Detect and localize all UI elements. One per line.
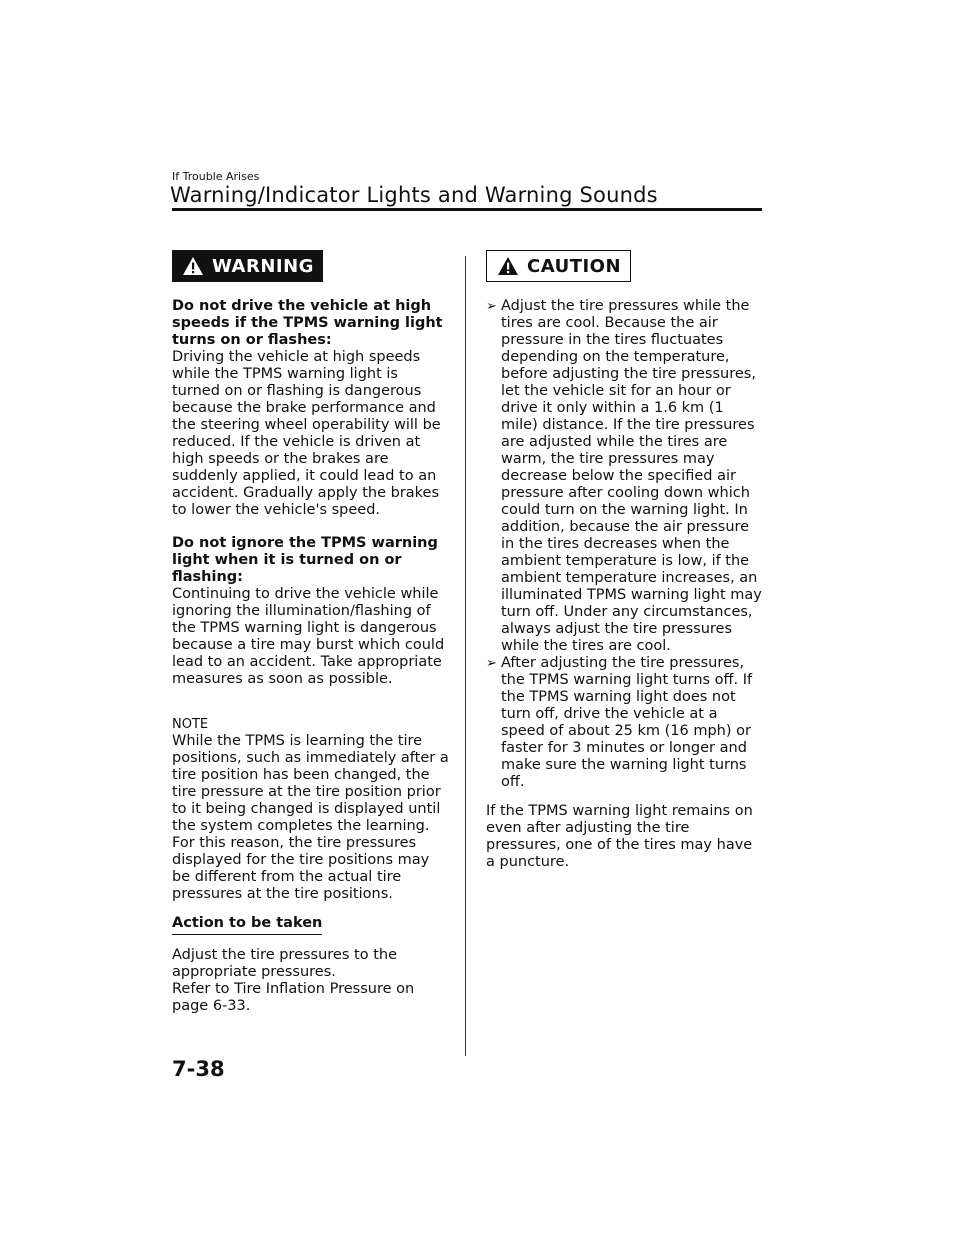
warning-body-2: Continuing to drive the vehicle while ignoring the illumination/flashing of the TPMS warning light is dangerous because a tire may burst which could lead to an accident. Take appropriate measures as soon as possible. — [172, 586, 445, 687]
page-number: 7-38 — [172, 1057, 225, 1081]
left-column — [172, 250, 450, 1015]
warning-label: WARNING — [212, 255, 314, 277]
warning-triangle-icon — [182, 256, 204, 276]
warning-body-1: Driving the vehicle at high speeds while the TPMS warning light is turned on or flashing is dangerous because the brake performance and the steering wheel operability will be reduced. If the vehicle is driven at high speeds or the brakes are suddenly applied, it could lead to an accident. Gradually apply the brakes to lower the vehicle's speed. — [172, 349, 441, 518]
caution-bullet-2 — [486, 655, 764, 791]
arrow-bullet-icon: ➢ — [486, 299, 497, 314]
arrow-bullet-icon: ➢ — [486, 656, 497, 671]
warning-badge — [172, 250, 323, 282]
caution-label: CAUTION — [527, 255, 622, 277]
note-body: While the TPMS is learning the tire positions, such as immediately after a tire position has been changed, the tire pressure at the tire position prior to it being changed is displayed until the system completes the learning. For this reason, the tire pressures displayed for the tire positions may be different from the actual tire pressures at the tire positions. — [172, 733, 449, 902]
caution-bullet-text-2: After adjusting the tire pressures, the TPMS warning light turns off. If the TPMS warning light does not turn off, drive the vehicle at a speed of about 25 km (16 mph) or faster for 3 minutes or longer and make sure the warning light turns off. — [501, 655, 753, 790]
closing-paragraph: If the TPMS warning light remains on even after adjusting the tire pressures, one of the tires may have a puncture. — [486, 803, 753, 870]
action-title: Action to be taken — [172, 915, 322, 935]
caution-bullet-1 — [486, 298, 764, 655]
note-title: NOTE — [172, 717, 209, 732]
caution-triangle-icon — [497, 256, 519, 276]
right-column — [486, 250, 764, 871]
column-divider — [465, 256, 466, 1056]
page-title: Warning/Indicator Lights and Warning Sounds — [170, 183, 658, 207]
title-rule — [172, 208, 762, 211]
caution-bullet-text-1: Adjust the tire pressures while the tires are cool. Because the air pressure in the tires fluctuates depending on the temperature, before adjusting the tire pressures, let the vehicle sit for an hour or drive it only within a 1.6 km (1 mile) distance. If the tire pressures are adjusted while the tires are warm, the tire pressures may decrease below the specified air pressure after cooling down which could turn on the warning light. In addition, because the air pressure in the tires decreases when the ambient temperature is low, if the ambient temperature increases, an illuminated TPMS warning light may turn off. Under any circumstances, always adjust the tire pressures while the tires are cool. — [501, 298, 762, 654]
warning-heading-2: Do not ignore the TPMS warning light when it is turned on or flashing: — [172, 535, 438, 585]
warning-heading-1: Do not drive the vehicle at high speeds if the TPMS warning light turns on or flashes: — [172, 298, 443, 348]
section-label: If Trouble Arises — [172, 170, 260, 183]
caution-badge — [486, 250, 631, 282]
action-line-1: Adjust the tire pressures to the appropriate pressures. — [172, 947, 397, 980]
action-line-2: Refer to Tire Inflation Pressure on page 6-33. — [172, 981, 415, 1014]
